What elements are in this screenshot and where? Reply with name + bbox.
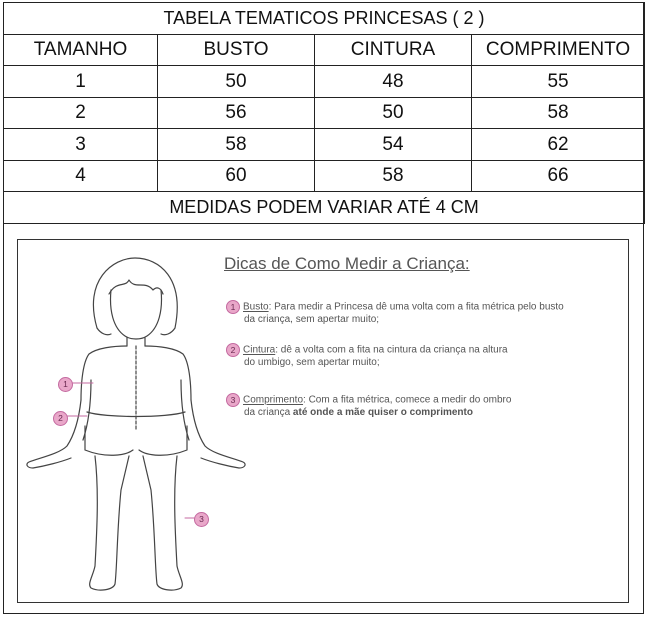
tip-text: : Para medir a Princesa dê uma volta com a fita métrica pelo busto	[268, 301, 564, 313]
table-cell: 58	[472, 97, 645, 129]
table-cell: 62	[472, 129, 645, 161]
tip-bust	[226, 300, 621, 327]
table-title: TABELA TEMATICOS PRINCESAS ( 2 )	[4, 3, 645, 35]
table-cell: 50	[315, 97, 472, 129]
table-cell: 55	[472, 66, 645, 98]
length-marker: 3	[194, 512, 209, 527]
guide-title: Dicas de Como Medir a Criança:	[224, 254, 470, 273]
tip-text-line2: da criança, sem apertar muito;	[244, 314, 380, 326]
tip-text-line2: da criança	[244, 407, 293, 419]
table-cell: 2	[4, 97, 158, 129]
bust-marker: 1	[58, 377, 73, 392]
table-cell: 1	[4, 66, 158, 98]
header-cell: CINTURA	[315, 34, 472, 66]
tip-text-bold: até onde a mãe quiser o comprimento	[292, 407, 473, 419]
header-cell: TAMANHO	[4, 34, 158, 66]
tip-number-badge: 2	[226, 343, 240, 357]
header-cell: COMPRIMENTO	[472, 34, 645, 66]
table-cell: 4	[4, 160, 158, 192]
table-cell: 3	[4, 129, 158, 161]
tip-label: Comprimento	[243, 394, 304, 406]
table-cell: 58	[315, 160, 472, 192]
table-footer: MEDIDAS PODEM VARIAR ATÉ 4 CM	[4, 192, 645, 224]
table-cell: 60	[158, 160, 315, 192]
waist-marker: 2	[53, 411, 68, 426]
table-cell: 50	[158, 66, 315, 98]
tip-text-line2: do umbigo, sem apertar muito;	[244, 357, 380, 369]
table-cell: 56	[158, 97, 315, 129]
tip-waist	[226, 343, 621, 370]
tip-number-badge: 3	[226, 393, 240, 407]
table-cell: 54	[315, 129, 472, 161]
header-cell: BUSTO	[158, 34, 315, 66]
tip-label: Cintura	[243, 344, 276, 356]
table-cell: 58	[158, 129, 315, 161]
tip-text: : dê a volta com a fita na cintura da criança na altura	[275, 344, 508, 356]
tip-text: : Com a fita métrica, comece a medir do ombro	[303, 394, 512, 406]
tip-label: Busto	[243, 301, 269, 313]
table-cell: 48	[315, 66, 472, 98]
table-cell: 66	[472, 160, 645, 192]
tip-number-badge: 1	[226, 300, 240, 314]
tip-length	[226, 393, 621, 420]
